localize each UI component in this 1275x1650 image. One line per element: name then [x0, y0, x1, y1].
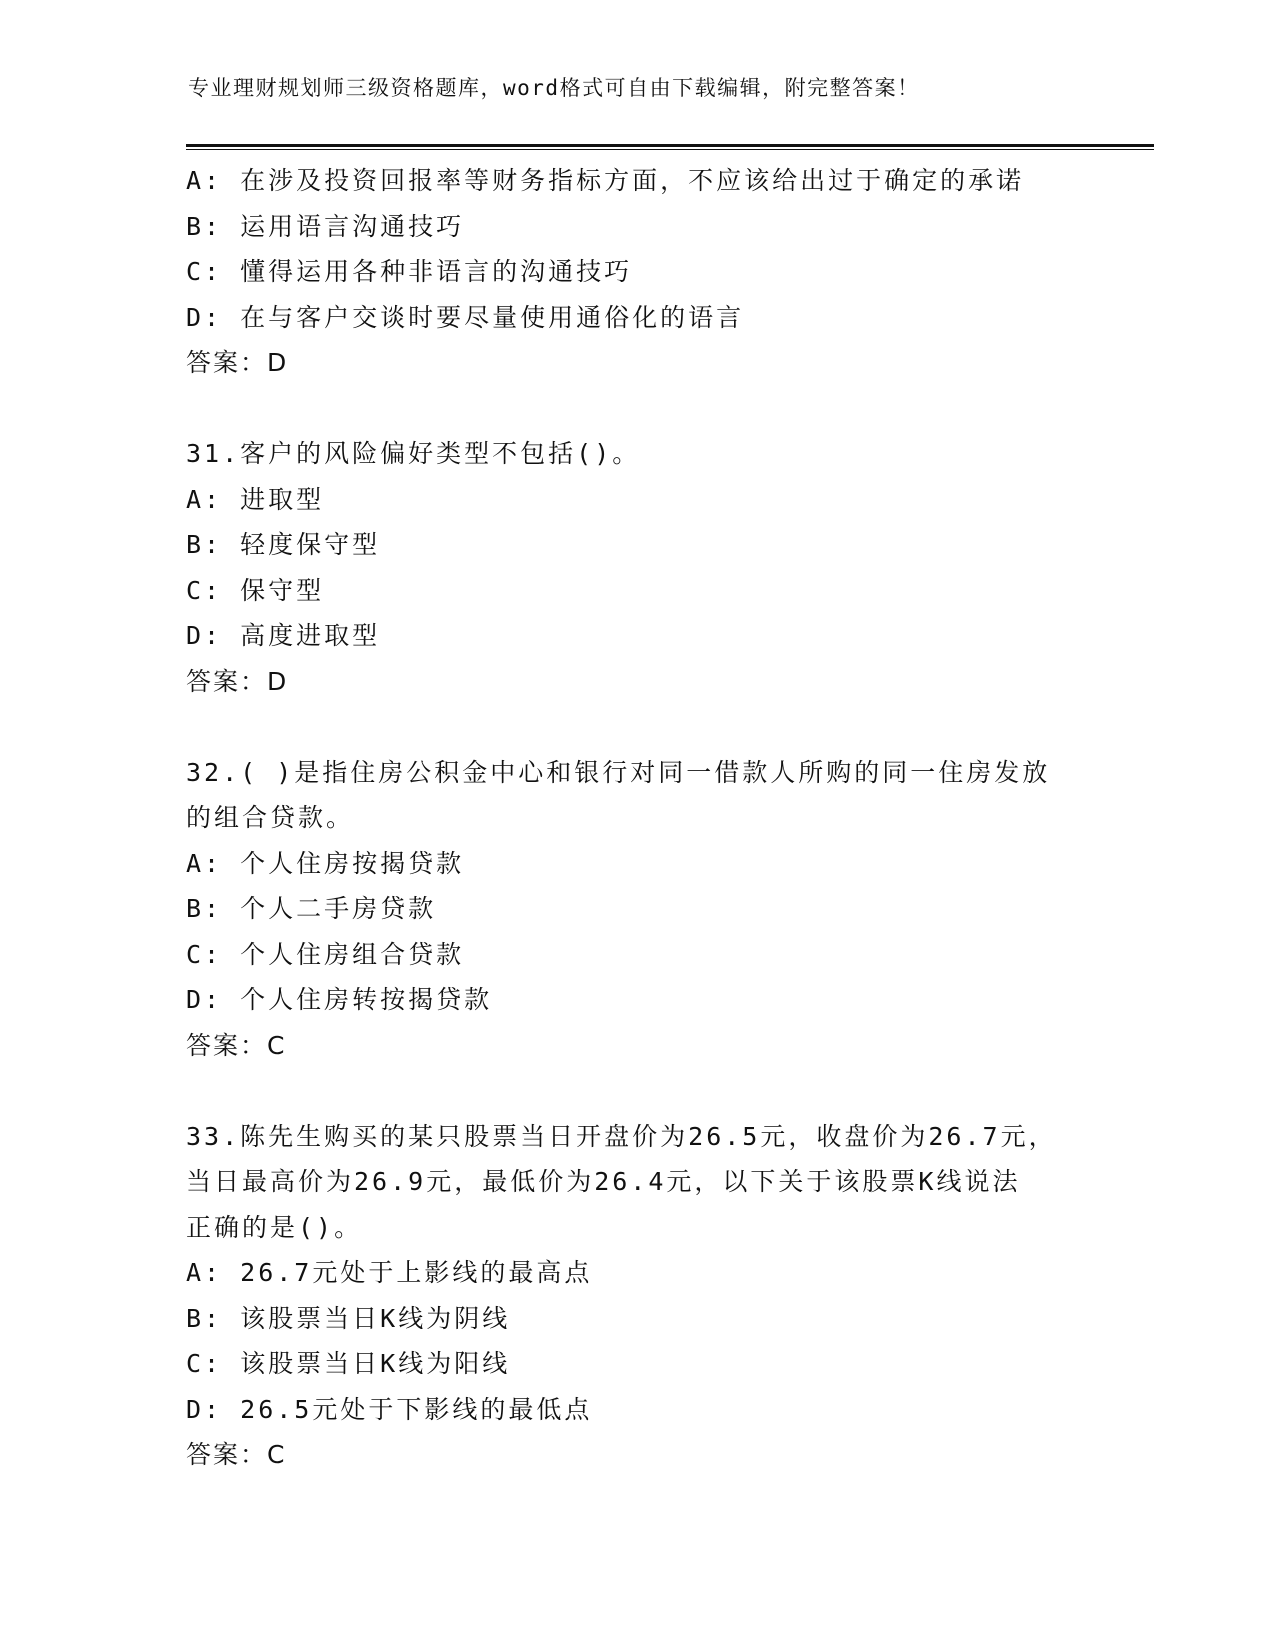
option-d: D: 在与客户交谈时要尽量使用通俗化的语言 — [186, 302, 745, 332]
answer: 答案：C — [186, 1440, 287, 1469]
question-content — [186, 158, 1086, 1478]
option-b: B: 轻度保守型 — [186, 530, 381, 559]
answer: 答案：C — [186, 1030, 287, 1060]
option-b: B: 个人二手房贷款 — [186, 894, 437, 923]
header-divider — [186, 144, 1154, 150]
question-stem-continued: 当日最高价为26.9元，最低价为26.4元，以下关于该股票K线说法 — [186, 1167, 1021, 1196]
question-stem: 33.陈先生购买的某只股票当日开盘价为26.5元，收盘价为26.7元， — [186, 1121, 1057, 1151]
question-stem-continued: 的组合贷款。 — [186, 803, 355, 832]
answer: 答案：D — [186, 348, 289, 377]
spacer — [186, 1068, 1086, 1114]
question-32 — [186, 750, 1086, 1069]
option-c: C: 保守型 — [186, 575, 325, 605]
option-a: A: 个人住房按揭贷款 — [186, 848, 465, 878]
option-d: D: 26.5元处于下影线的最低点 — [186, 1394, 593, 1424]
question-31 — [186, 431, 1086, 704]
question-33 — [186, 1114, 1086, 1478]
question-stem-continued: 正确的是()。 — [186, 1212, 363, 1242]
option-a: A: 在涉及投资回报率等财务指标方面，不应该给出过于确定的承诺 — [186, 166, 1025, 195]
option-d: D: 个人住房转按揭贷款 — [186, 985, 493, 1014]
question-stem: 31.客户的风险偏好类型不包括()。 — [186, 439, 641, 468]
option-b: B: 该股票当日K线为阴线 — [186, 1303, 511, 1333]
option-c: C: 懂得运用各种非语言的沟通技巧 — [186, 257, 633, 286]
option-d: D: 高度进取型 — [186, 621, 381, 650]
spacer — [186, 386, 1086, 432]
answer: 答案：D — [186, 666, 289, 696]
option-c: C: 该股票当日K线为阳线 — [186, 1349, 511, 1378]
carry-over-question — [186, 158, 1086, 386]
page-header: 专业理财规划师三级资格题库，word格式可自由下载编辑，附完整答案！ — [188, 76, 920, 100]
question-stem: 32.( )是指住房公积金中心和银行对同一借款人所购的同一住房发放 — [186, 757, 1051, 787]
option-a: A: 26.7元处于上影线的最高点 — [186, 1258, 593, 1287]
option-b: B: 运用语言沟通技巧 — [186, 211, 465, 241]
spacer — [186, 704, 1086, 750]
option-a: A: 进取型 — [186, 484, 325, 514]
option-c: C: 个人住房组合贷款 — [186, 939, 465, 969]
